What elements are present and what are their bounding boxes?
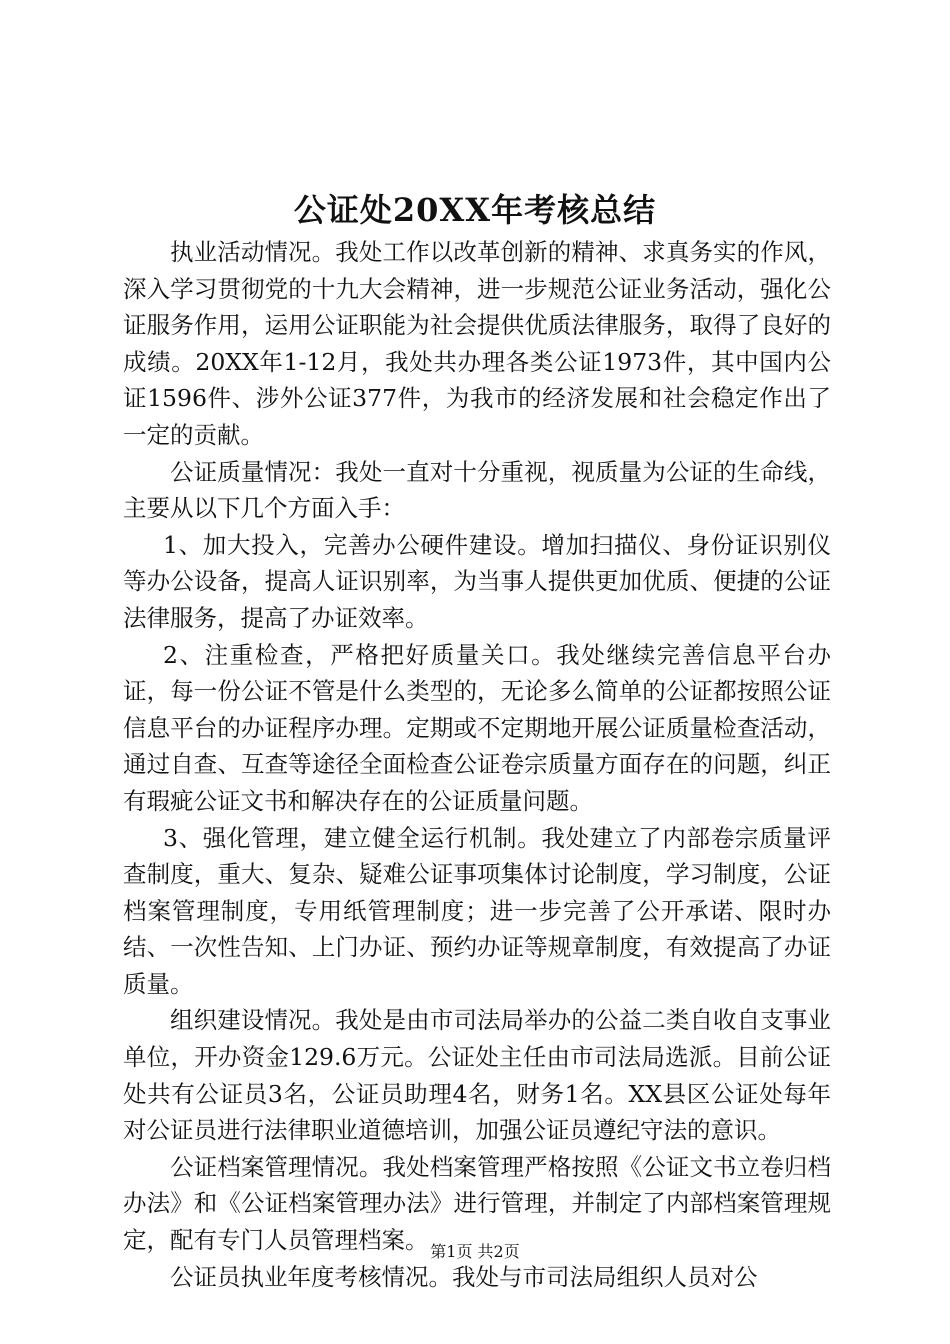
paragraph-item-3: 3、强化管理，建立健全运行机制。我处建立了内部卷宗质量评查制度，重大、复杂、疑难公证事项集体讨论制度，学习制度，公证档案管理制度，专用纸管理制度；进一步完善了公开承诺、限时办结、一次性告知、上门办证、预约办证等规章制度，有效提高了办证质量。 bbox=[123, 823, 831, 998]
document-body bbox=[123, 234, 831, 1295]
paragraph-assessment: 公证员执业年度考核情况。我处与市司法局组织人员对公 bbox=[170, 1262, 758, 1291]
document-title: 公证处20XX年考核总结 bbox=[293, 191, 657, 229]
paragraph-item-1: 1、加大投入，完善办公硬件建设。增加扫描仪、身份证识别仪等办公设备，提高人证识别率，为当事人提供更加优质、便捷的公证法律服务，提高了办证效率。 bbox=[123, 530, 831, 632]
paragraph-quality: 公证质量情况：我处一直对十分重视，视质量为公证的生命线，主要从以下几个方面入手： bbox=[123, 457, 831, 523]
paragraph-item-2: 2、注重检查，严格把好质量关口。我处继续完善信息平台办证，每一份公证不管是什么类型的，无论多么简单的公证都按照公证信息平台的办证程序办理。定期或不定期地开展公证质量检查活动，通过自查、互查等途径全面检查公证卷宗质量方面存在的问题，纠正有瑕疵公证文书和解决存在的公证质量问题。 bbox=[123, 640, 831, 815]
paragraph-archive: 公证档案管理情况。我处档案管理严格按照《公证文书立卷归档办法》和《公证档案管理办法》进行管理，并制定了内部档案管理规定，配有专门人员管理档案。 bbox=[123, 1152, 831, 1255]
page-number: 第1页 共2页 bbox=[430, 1242, 520, 1261]
paragraph-organization: 组织建设情况。我处是由市司法局举办的公益二类自收自支事业单位，开办资金129.6万元。公证处主任由市司法局选派。目前公证处共有公证员3名，公证员助理4名，财务1名。XX县区公证处每年对公证员进行法律职业道德培训，加强公证员遵纪守法的意识。 bbox=[123, 1006, 831, 1145]
paragraph-practice: 执业活动情况。我处工作以改革创新的精神、求真务实的作风，深入学习贯彻党的十九大会精神，进一步规范公证业务活动，强化公证服务作用，运用公证职能为社会提供优质法律服务，取得了良好的成绩。20XX年1-12月，我处共办理各类公证1973件，其中国内公证1596件、涉外公证377件，为我市的经济发展和社会稳定作出了一定的贡献。 bbox=[123, 238, 831, 449]
